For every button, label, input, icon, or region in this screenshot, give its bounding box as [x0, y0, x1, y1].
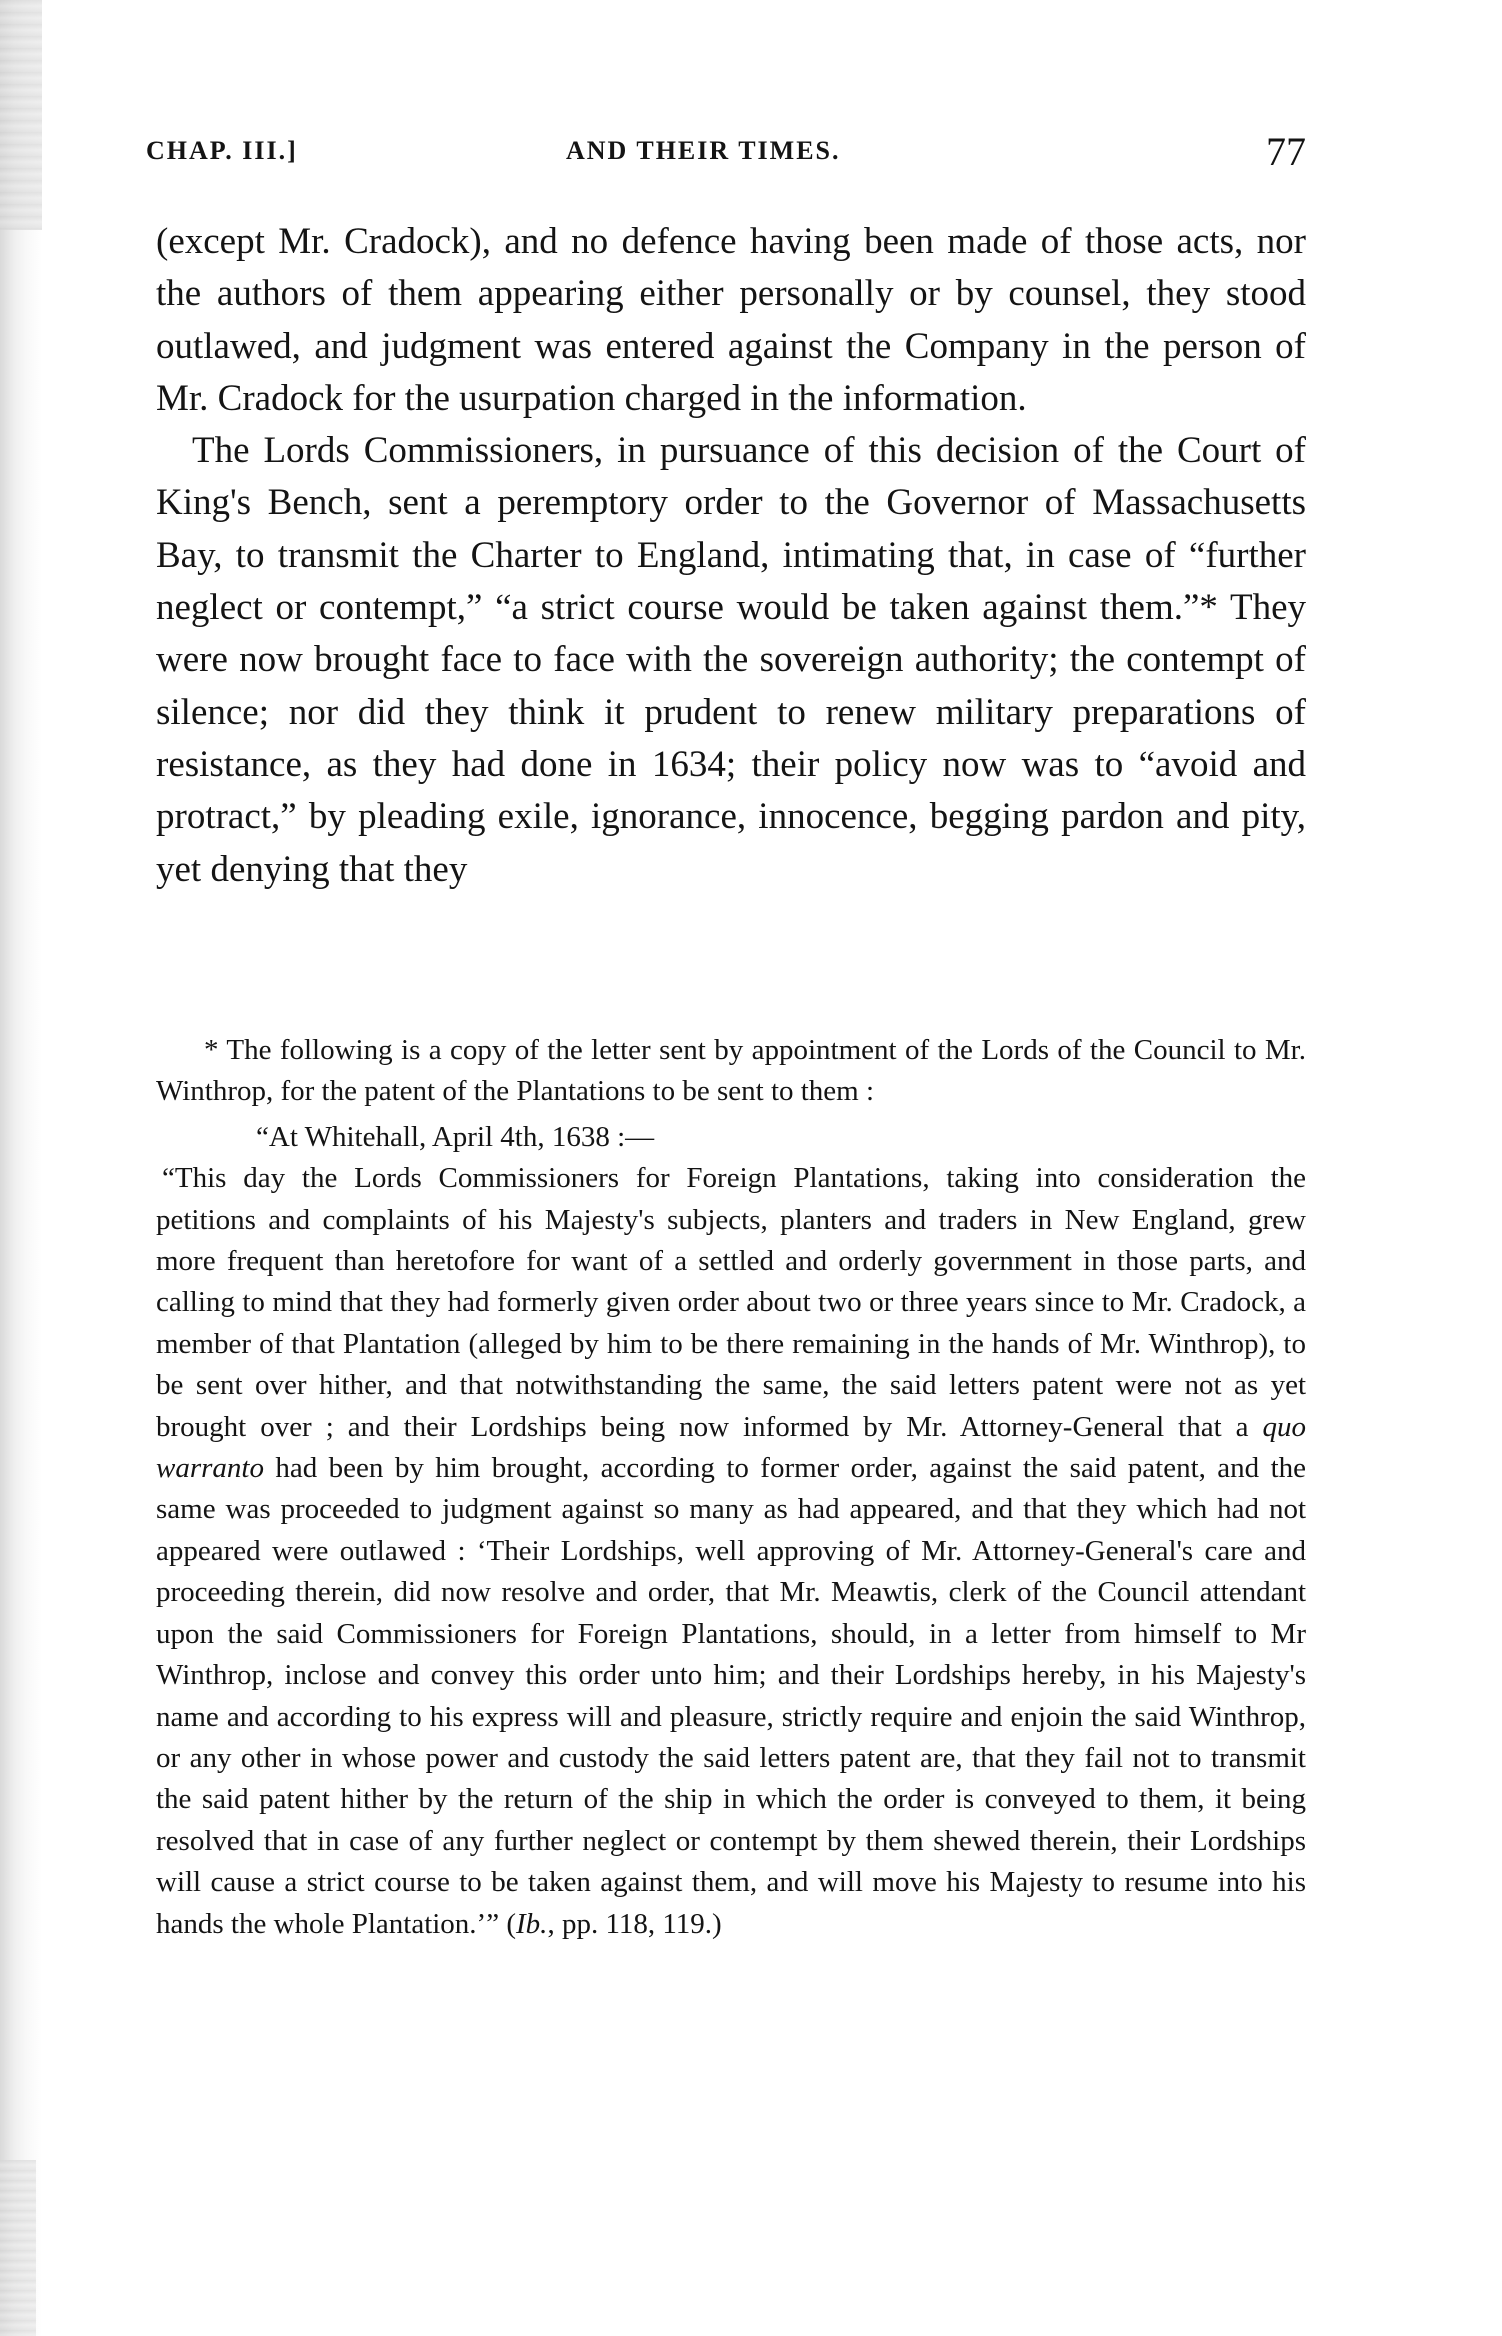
scan-edge-top-artifact: [0, 0, 42, 230]
footnote: [156, 1030, 1306, 1945]
footnote-intro: * The following is a copy of the letter sent by appointment of the Lords of the Council to Mr. Winthrop, for the patent of the Plantations to be sent to them :: [156, 1034, 1306, 1108]
running-header: [146, 128, 1306, 184]
quotation-text-part-2: had been by him brought, according to former order, against the said patent, and the same was proceeded to judgment against so many as had appeared, and that they which had not appeared were outlawed : ‘Their Lordships, well approving of Mr. Attorney-General's care and proceeding therein, did now resolve and order, that Mr. Meawtis, clerk of the Council attendant upon the said Commissioners for Foreign Plantations, should, in a letter from himself to Mr Winthrop, inclose and convey this order unto him; and their Lordships hereby, in his Majesty's name and according to his express will and pleasure, strictly require and enjoin the said Winthrop, or any other in whose power and custody the said letters patent are, that they fail not to transmit the said patent hither by the return of the ship in which the order is conveyed to them, it being resolved that in case of any further neglect or contempt by them shewed therein, their Lordships will cause a strict course to be taken against them, and will move his Majesty to resume into his hands the whole Plantation.’”: [156, 1452, 1306, 1940]
running-title: AND THEIR TIMES.: [566, 136, 841, 165]
body-paragraph-1: (except Mr. Cradock), and no defence having been made of those acts, nor the authors of them appearing either personally or by counsel, they stood outlawed, and judgment was entered against the Company in the person of Mr. Cradock for the usurpation charged in the information.: [156, 221, 1306, 419]
chapter-label: CHAP. III.]: [146, 136, 298, 165]
citation-ibid: Ib.: [516, 1907, 548, 1940]
body-text: [156, 216, 1306, 896]
citation-open-paren: (: [506, 1907, 517, 1940]
citation-pages: , pp. 118, 119.): [547, 1907, 722, 1940]
scan-edge-shadow: [0, 0, 42, 2336]
scan-edge-bottom-artifact: [0, 2160, 36, 2336]
footnote-quotation: [156, 1158, 1306, 1945]
footnote-dateline: “At Whitehall, April 4th, 1638 :—: [256, 1120, 655, 1153]
body-paragraph-2: The Lords Commissioners, in pursuance of this decision of the Court of King's Bench, sent a peremptory order to the Governor of Massachusetts Bay, to transmit the Charter to England, intimating that, in case of “further neglect or contempt,” “a strict course would be taken against them.”* They were now brought face to face with the sovereign authority; the contempt of silence; nor did they think it prudent to renew military preparations of resistance, as they had done in 1634; their policy now was to “avoid and protract,” by pleading exile, ignorance, innocence, begging pardon and pity, yet denying that they: [156, 430, 1306, 890]
page-number: 77: [1266, 129, 1306, 174]
quotation-text-part-1: “This day the Lords Commissioners for Foreign Plantations, taking into consideration the petitions and complaints of his Majesty's subjects, planters and traders in New England, grew more frequent than heretofore for want of a settled and orderly government in those parts, and calling to mind that they had formerly given order about two or three years since to Mr. Cradock, a member of that Plantation (alleged by him to be there remaining in the hands of Mr. Winthrop), to be sent over hither, and that notwithstanding the same, the said letters patent were not as yet brought over ; and their Lordships being now informed by Mr. Attorney-General that a: [156, 1162, 1306, 1443]
citation: [506, 1908, 721, 1940]
quotation-italic-term: quo warranto: [156, 1410, 1307, 1485]
